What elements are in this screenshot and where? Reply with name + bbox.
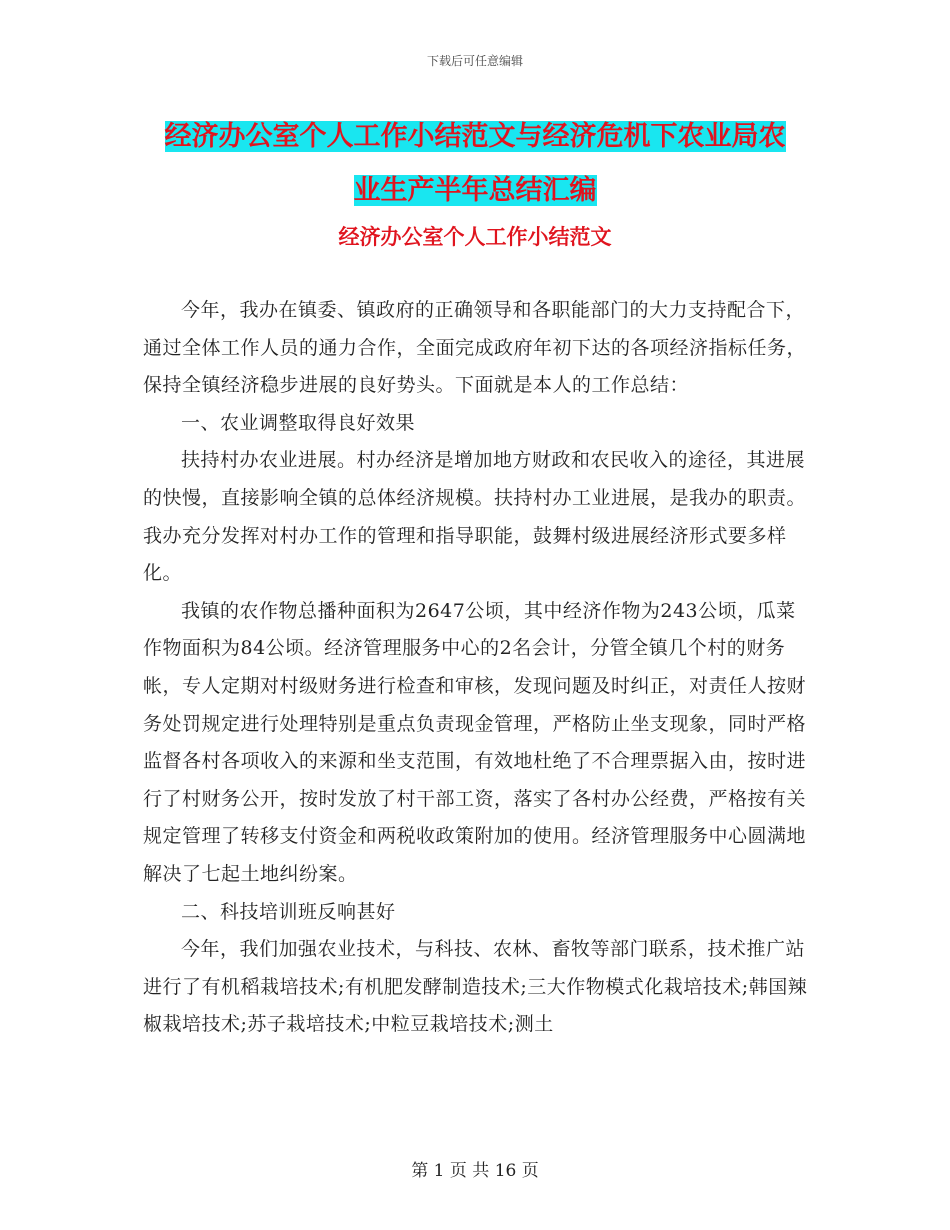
paragraph: 一、农业调整取得良好效果 bbox=[181, 411, 416, 434]
page-header: 下载后可任意编辑 bbox=[426, 54, 523, 68]
paragraph: 我镇的农作物总播种面积为2647公顷，其中经济作物为243公顷，瓜菜作物面积为84公顷。经济管理服务中心的2名会计，分管全镇几个村的财务帐，专人定期对村级财务进行检查和审核，发现问题及时纠正，对责任人按财务处罚规定进行处理特别是重点负责现金管理，严格防止坐支现象，同时严格监督各村各项收入的来源和坐支范围，有效地杜绝了不合理票据入由，按时进行了村财务公开，按时发放了村干部工资，落实了各村办公经费，严格按有关规定管理了转移支付资金和两税收政策附加的使用。经济管理服务中心圆满地解决了七起土地纠纷案。 bbox=[143, 599, 807, 885]
page-number: 第 1 页 共 16 页 bbox=[411, 1161, 539, 1181]
paragraph: 今年，我办在镇委、镇政府的正确领导和各职能部门的大力支持配合下，通过全体工作人员的通力合作，全面完成政府年初下达的各项经济指标任务，保持全镇经济稳步进展的良好势头。下面就是本人的工作总结： bbox=[143, 299, 807, 397]
paragraph: 扶持村办农业进展。村办经济是增加地方财政和农民收入的途径，其进展的快慢，直接影响全镇的总体经济规模。扶持村办工业进展，是我办的职责。我办充分发挥对村办工作的管理和指导职能，鼓舞村级进展经济形式要多样化。 bbox=[143, 449, 807, 585]
title-line-1: 经济办公室个人工作小结范文与经济危机下农业局农 bbox=[164, 121, 786, 152]
body-text bbox=[143, 292, 813, 1044]
document-title bbox=[140, 110, 810, 218]
title-line-2: 业生产半年总结汇编 bbox=[353, 175, 597, 206]
paragraph: 今年，我们加强农业技术，与科技、农林、畜牧等部门联系，技术推广站进行了有机稻栽培技术;有机肥发酵制造技术;三大作物模式化栽培技术;韩国辣椒栽培技术;苏子栽培技术;中粒豆栽培技术;测土 bbox=[143, 938, 808, 1036]
paragraph: 二、科技培训班反响甚好 bbox=[181, 900, 396, 923]
section-title: 经济办公室个人工作小结范文 bbox=[338, 225, 612, 249]
